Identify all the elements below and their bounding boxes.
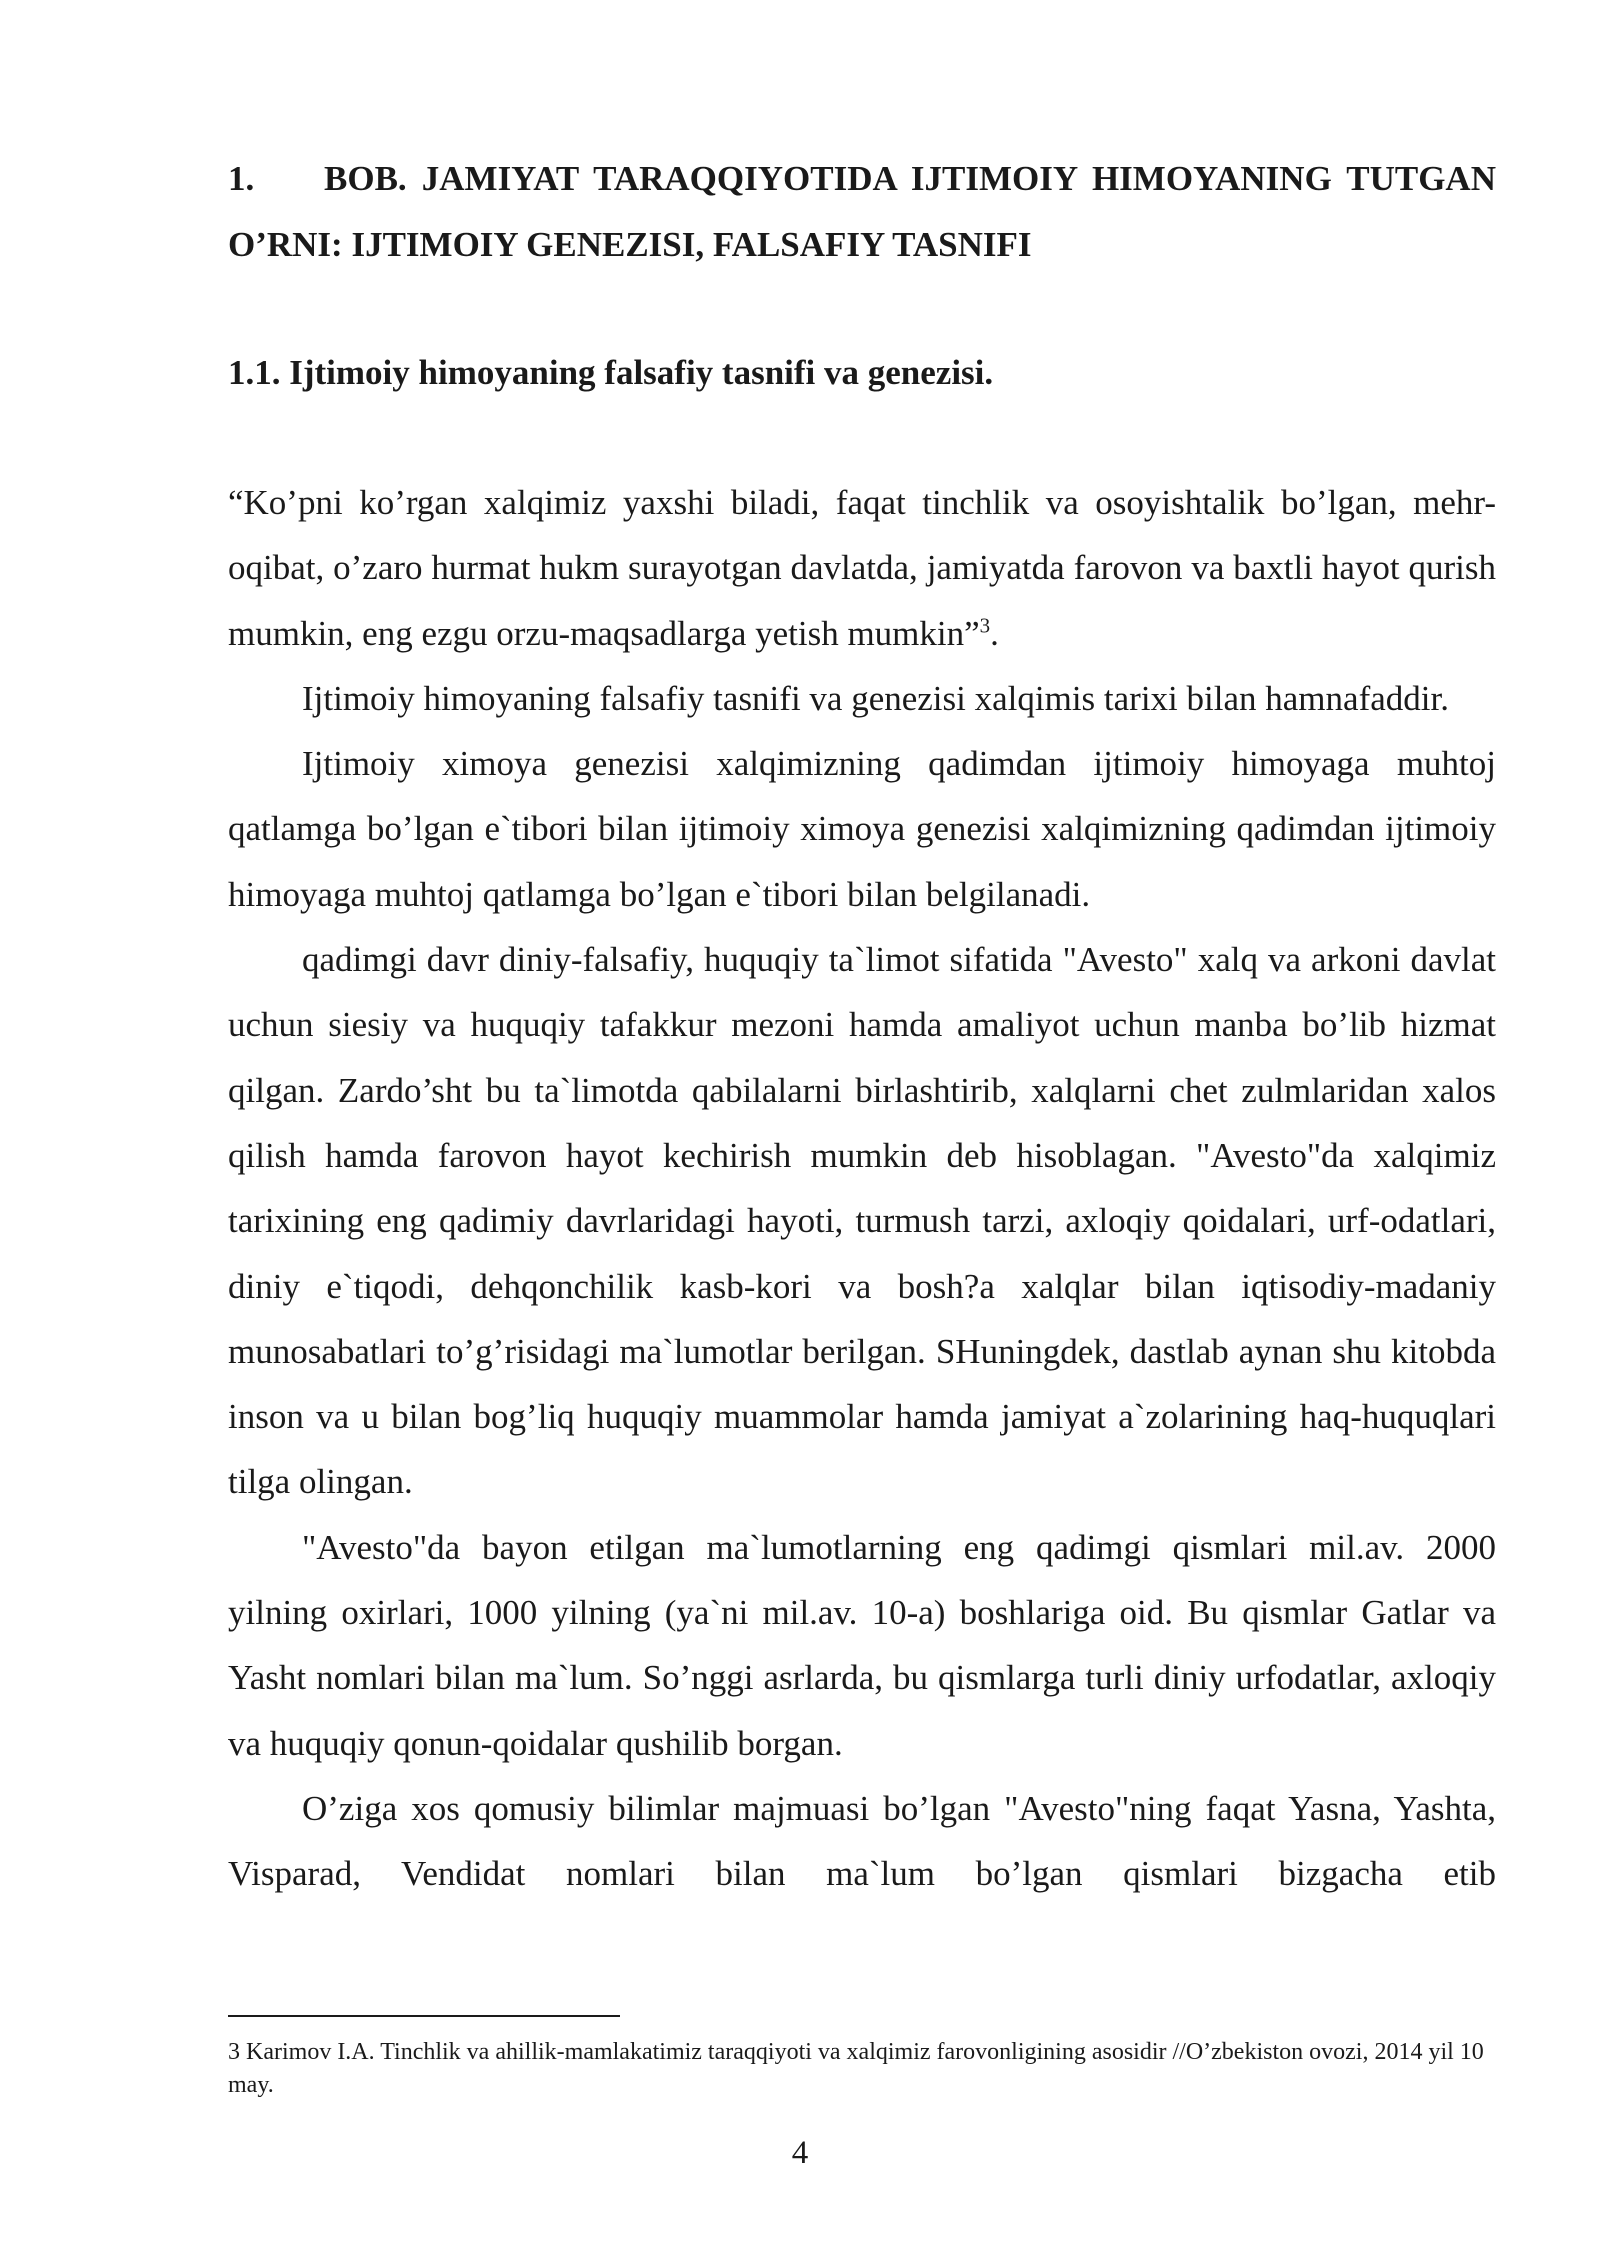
quote-end: . [990,613,999,653]
chapter-title: BOB. JAMIYAT TARAQQIYOTIDA IJTIMOIY HIMOYANING TUTGAN O’RNI: IJTIMOIY GENEZISI, FALSAFIY TASNIFI [228,159,1496,264]
footnote-reference[interactable]: 3 [979,612,991,637]
chapter-number: 1. [228,159,255,198]
body-text [228,470,1496,1907]
paragraph: Ijtimoiy ximoya genezisi xalqimizning qadimdan ijtimoiy himoyaga muhtoj qatlamga bo’lgan e`tibori bilan ijtimoiy ximoya genezisi xalqimizning qadimdan ijtimoiy himoyaga muhtoj qatlamga bo’lgan e`tibori bilan belgilanadi. [228,744,1496,914]
quote-text: “Ko’pni ko’rgan xalqimiz yaxshi biladi, faqat tinchlik va osoyishtalik bo’lgan, mehr-oqibat, o’zaro hurmat hukm surayotgan davlatda, jamiyatda farovon va baxtli hayot qurish mumkin, eng ezgu orzu-maqsadlarga yetish mumkin” [228,483,1496,653]
paragraph: qadimgi davr diniy-falsafiy, huquqiy ta`limot sifatida "Avesto" xalq va arkoni davlat uchun siesiy va huquqiy tafakkur mezoni hamda amaliyot uchun manba bo’lib hizmat qilgan. Zardo’sht bu ta`limotda qabilalarni birlashtirib, xalqlarni chet zulmlaridan xalos qilish hamda farovon hayot kechirish mumkin deb hisoblagan. "Avesto"da xalqimiz tarixining eng qadimiy davrlaridagi hayoti, turmush tarzi, axloqiy qoidalari, urf-odatlari, diniy e`tiqodi, dehqonchilik kasb-kori va bosh?a xalqlar bilan iqtisodiy-madaniy munosabatlari to’g’risidagi ma`lumotlar berilgan. SHuningdek, dastlab aynan shu kitobda inson va u bilan bog’liq huquqiy muammolar hamda jamiyat a`zolarining haq-huquqlari tilga olingan. [228,940,1496,1502]
page-number: 4 [791,2135,809,2171]
footnote-separator [228,2015,620,2017]
chapter-heading [228,146,1496,278]
footnote: 3 Karimov I.A. Tinchlik va ahillik-mamlakatimiz taraqqiyoti va xalqimiz farovonligining asosidir //O’zbekiston ovozi, 2014 yil 10 may. [228,2039,1484,2098]
section-heading: 1.1. Ijtimoiy himoyaning falsafiy tasnifi va genezisi. [228,353,994,392]
paragraph: O’ziga xos qomusiy bilimlar majmuasi bo’lgan "Avesto"ning faqat Yasna, Yashta, Visparad, Vendidat nomlari bilan ma`lum bo’lgan qismlari bizgacha etib [228,1788,1496,1894]
paragraph: "Avesto"da bayon etilgan ma`lumotlarning eng qadimgi qismlari mil.av. 2000 yilning oxirlari, 1000 yilning (ya`ni mil.av. 10-a) boshlariga oid. Bu qismlar Gatlar va Yasht nomlari bilan ma`lum. So’nggi asrlarda, bu qismlarga turli diniy urfodatlar, axloqiy va huquqiy qonun-qoidalar qushilib borgan. [228,1527,1496,1763]
quote-paragraph [228,470,1496,666]
paragraph: Ijtimoiy himoyaning falsafiy tasnifi va genezisi xalqimis tarixi bilan hamnafaddir. [302,678,1449,718]
